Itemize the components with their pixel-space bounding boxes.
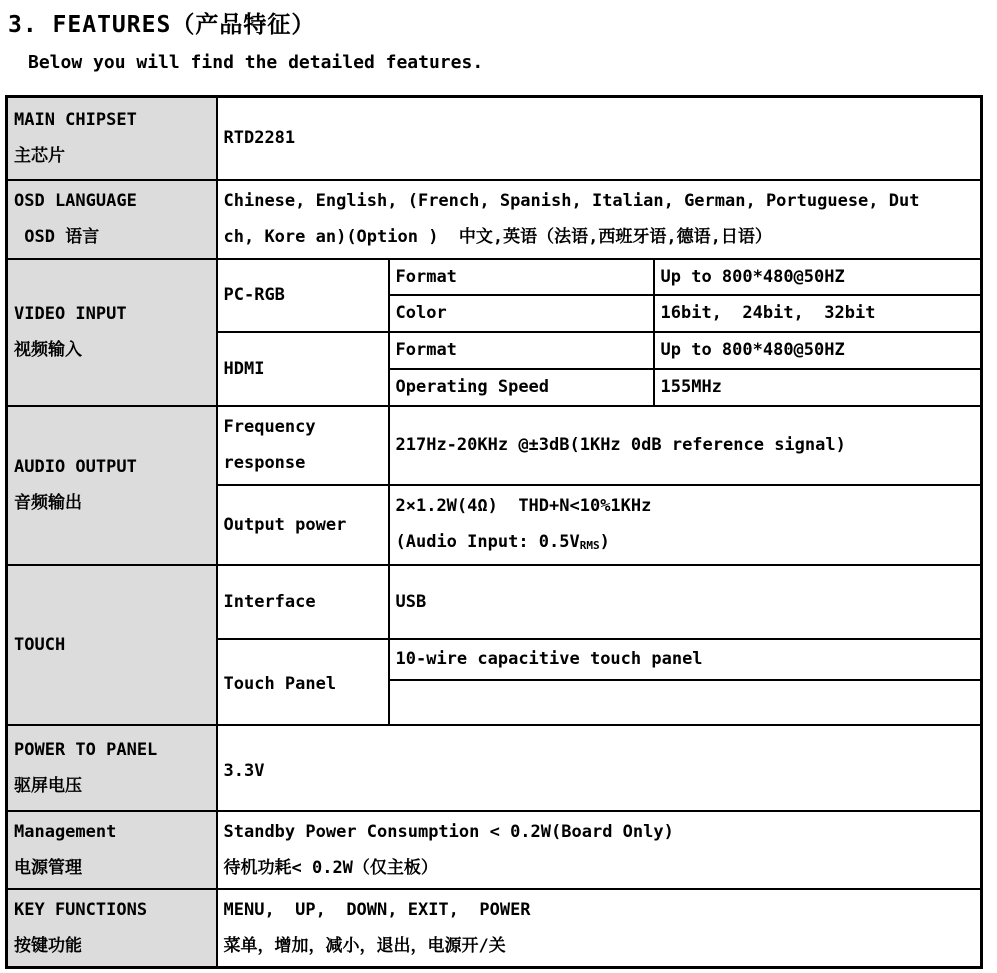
output-power-value-line2-pre: (Audio Input: 0.5V [395,531,580,552]
row-power-to-panel [7,725,982,811]
video-input-label-cn: 视频输入 [14,340,82,360]
pc-rgb-color-name-cell [389,295,654,332]
management-value-cell [217,811,982,889]
management-header-cell [7,811,217,889]
pc-rgb-format-name: Format [395,266,457,287]
output-power-value-line1: 2×1.2W(4Ω) THD+N<10%1KHz [395,495,652,516]
key-functions-label-en: KEY FUNCTIONS [14,899,148,920]
row-management [7,811,982,889]
features-spec-table [5,95,983,969]
osd-language-value-cell [217,180,982,259]
touch-interface-name-cell [217,565,389,639]
output-power-value-line2 [396,524,975,562]
output-power-value-cell [389,485,982,565]
hdmi-format-value-cell [654,332,982,369]
video-input-header-cell [7,259,217,406]
management-value-line2: 待机功耗< 0.2W（仅主板） [223,857,438,878]
pc-rgb-cell [217,259,389,332]
main-chipset-value: RTD2281 [223,128,296,149]
section-title: 3. FEATURES（产品特征） [8,12,316,38]
touch-interface-value: USB [395,591,427,612]
touch-panel-name: Touch Panel [223,673,337,694]
osd-language-header-cell [7,180,217,259]
row-touch-interface [7,565,982,639]
hdmi-format-value: Up to 800*480@50HZ [660,340,845,360]
main-chipset-label-cn: 主芯片 [14,146,65,167]
rms-subscript: RMS [579,538,600,552]
output-power-name-cell [217,485,389,565]
pc-rgb-color-value-cell [654,295,982,332]
main-chipset-value-cell [217,97,982,180]
frequency-response-name-line1: Frequency [223,417,316,437]
hdmi-format-name: Format [395,340,457,360]
audio-output-header-cell [7,406,217,565]
osd-language-value-line2: ch, Kore an)(Option ) 中文,英语（法语,西班牙语,德语,日语） [223,227,772,247]
hdmi-speed-value: 155MHz [660,377,722,397]
power-to-panel-header-cell [7,725,217,811]
audio-output-label-en: AUDIO OUTPUT [14,457,137,477]
management-value-line1: Standby Power Consumption < 0.2W(Board Only) [223,821,674,842]
pc-rgb-format-name-cell [389,259,654,295]
touch-panel-empty-cell [389,680,982,725]
pc-rgb-format-value: Up to 800*480@50HZ [660,266,845,287]
hdmi-format-name-cell [389,332,654,369]
osd-language-label-en: OSD LANGUAGE [14,191,137,211]
power-to-panel-label-cn: 驱屏电压 [14,775,82,796]
hdmi-label: HDMI [223,358,265,379]
audio-output-label-cn: 音频输出 [14,493,82,513]
frequency-response-value: 217Hz-20KHz @±3dB(1KHz 0dB reference signal) [395,435,846,455]
output-power-value-line2-post: ) [599,531,610,552]
pc-rgb-color-name: Color [395,303,447,323]
section-subtitle: Below you will find the detailed features. [28,52,484,73]
row-main-chipset [7,97,982,180]
output-power-name: Output power [223,514,347,535]
touch-panel-value: 10-wire capacitive touch panel [395,649,703,669]
touch-header-cell [7,565,217,725]
frequency-response-name-cell [217,406,389,485]
key-functions-header-cell [7,889,217,968]
frequency-response-name-line2: response [223,453,306,473]
row-osd-language [7,180,982,259]
frequency-response-value-cell [389,406,982,485]
power-to-panel-label-en: POWER TO PANEL [14,739,158,760]
key-functions-value-cell [217,889,982,968]
hdmi-speed-name-cell [389,369,654,406]
hdmi-speed-value-cell [654,369,982,406]
touch-interface-value-cell [389,565,982,639]
key-functions-value-line1: MENU, UP, DOWN, EXIT, POWER [223,899,531,920]
row-audio-frequency [7,406,982,485]
row-key-functions [7,889,982,968]
touch-panel-value-cell [389,639,982,680]
touch-interface-name: Interface [223,591,316,612]
power-to-panel-value: 3.3V [223,760,265,781]
key-functions-value-line2: 菜单，增加，减小，退出，电源开/关 [223,935,506,956]
hdmi-speed-name: Operating Speed [395,377,550,397]
main-chipset-header-cell [7,97,217,180]
osd-language-label-cn: OSD 语言 [14,227,100,247]
pc-rgb-label: PC-RGB [223,285,285,305]
power-to-panel-value-cell [217,725,982,811]
video-input-label-en: VIDEO INPUT [14,304,127,324]
key-functions-label-cn: 按键功能 [14,935,82,956]
hdmi-cell [217,332,389,406]
row-video-input-pcrgb-format [7,259,982,295]
main-chipset-label-en: MAIN CHIPSET [14,110,137,131]
management-label-cn: 电源管理 [14,857,82,878]
management-label-en: Management [14,821,117,842]
touch-panel-name-cell [217,639,389,725]
pc-rgb-color-value: 16bit, 24bit, 32bit [660,303,876,323]
touch-label-en: TOUCH [14,634,66,655]
pc-rgb-format-value-cell [654,259,982,295]
osd-language-value-line1: Chinese, English, (French, Spanish, Italian, German, Portuguese, Dut [223,191,920,211]
